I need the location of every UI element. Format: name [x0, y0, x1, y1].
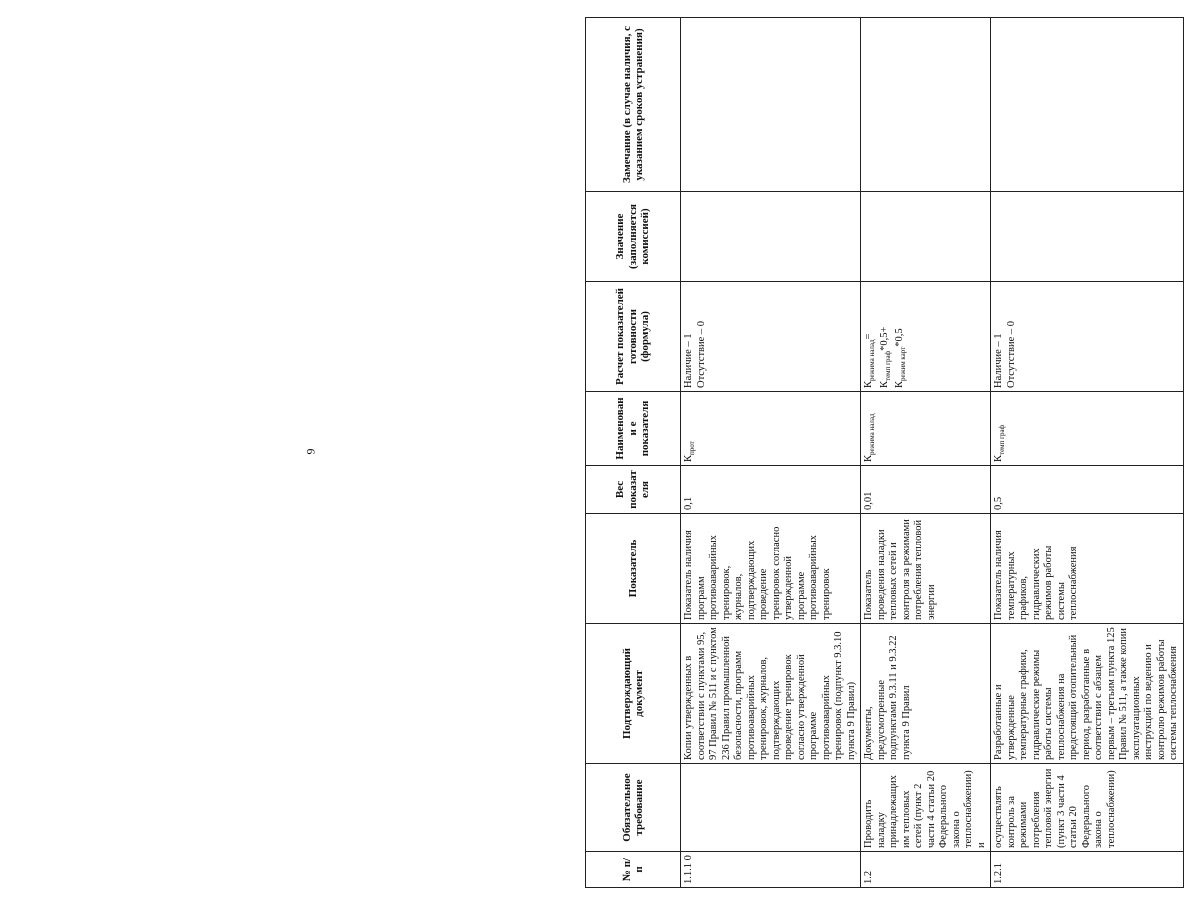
cell-formula: Наличие – 1 Отсутствие – 0 [681, 282, 861, 392]
cell-num: 1.2.1 [991, 852, 1184, 888]
table-row [861, 18, 991, 888]
cell-value[interactable] [861, 192, 991, 282]
header-weight: Вес показателя [586, 466, 681, 514]
cell-name [681, 392, 861, 466]
readiness-table [585, 17, 1184, 888]
cell-value[interactable] [991, 192, 1184, 282]
name-sub: темп граф [998, 424, 1007, 455]
header-value: Значение (заполняется комиссией) [586, 192, 681, 282]
name-main: К [863, 454, 874, 462]
cell-indicator: Показатель проведения наладки тепловых сетей и контроля за режимами потребления тепловой энергии [861, 514, 991, 624]
cell-document: Разработанные и утвержденные температурные графики, гидравлические режимы работы системы теплоснабжения на предстоящий отопительный период, разработанные в соответствии с абзацем первым – третьим пункта 125 Правил № 511, а также копии эксплуатационных инструкций по ведению и контролю режимов работы системы теплоснабжения [991, 624, 1184, 764]
header-row [586, 18, 681, 888]
name-sub: прот [688, 441, 697, 455]
cell-weight: 0,5 [991, 466, 1184, 514]
cell-weight: 0,1 [681, 466, 861, 514]
cell-name [991, 392, 1184, 466]
header-requirement: Обязательное требование [586, 764, 681, 852]
cell-indicator: Показатель наличия программ противоаварийных тренировок, журналов, подтверждающих проведение тренировок согласно утвержденной программе противоаварийных тренировок [681, 514, 861, 624]
cell-remark[interactable] [861, 18, 991, 192]
cell-formula: Наличие – 1 Отсутствие – 0 [991, 282, 1184, 392]
cell-requirement: осуществлять контроль за режимами потребления тепловой энергии (пункт 3 части 4 статьи 20 Федерального закона о теплоснабжении) [991, 764, 1184, 852]
header-name: Наименовани е показателя [586, 392, 681, 466]
header-indicator: Показатель [586, 514, 681, 624]
header-num: № п/п [586, 852, 681, 888]
cell-document: Копии утвержденных в соответствии с пунктами 95, 97 Правил № 511 и с пунктом 236 Правил промышленной безопасности, программ противоаварийных тренировок, журналов, подтверждающих проведение тренировок согласно утвержденной программе противоаварийных тренировок (подпункт 9.3.10 пункта 9 Правил) [681, 624, 861, 764]
cell-indicator: Показатель наличия температурных графиков, гидравлических режимов работы системы теплоснабжения [991, 514, 1184, 624]
formula-line-2: $К_{темп граф}*0,5+$ [878, 326, 892, 388]
name-main: К [683, 454, 694, 462]
name-sub: режима налад [868, 413, 877, 455]
page-number: 9 [303, 448, 318, 455]
rotated-table-frame [585, 18, 1179, 888]
cell-num: 1.1.1 0 [681, 852, 861, 888]
cell-num: 1.2 [861, 852, 991, 888]
cell-name [861, 392, 991, 466]
formula-line-3: $К_{режим карт}*0,5$ [894, 328, 908, 388]
header-document: Подтверждающий документ [586, 624, 681, 764]
cell-requirement: Проводить наладку принадлежащих им тепловых сетей (пункт 2 части 4 статьи 20 Федерального закона о теплоснабжении) и [861, 764, 991, 852]
cell-remark[interactable] [681, 18, 861, 192]
header-formula: Расчет показателей готовности (формула) [586, 282, 681, 392]
table-row [991, 18, 1184, 888]
cell-remark[interactable] [991, 18, 1184, 192]
cell-value[interactable] [681, 192, 861, 282]
formula-line-1: $К_{режима налад}=$ [863, 333, 877, 388]
table-row [681, 18, 861, 888]
cell-requirement [681, 764, 861, 852]
cell-formula [861, 282, 991, 392]
name-main: К [993, 454, 1004, 462]
header-remark: Замечание (в случае наличия, с указанием сроков устранения) [586, 18, 681, 192]
cell-document: Документы, предусмотренные подпунктами 9.3.11 и 9.3.22 пункта 9 Правил [861, 624, 991, 764]
cell-weight: 0,01 [861, 466, 991, 514]
